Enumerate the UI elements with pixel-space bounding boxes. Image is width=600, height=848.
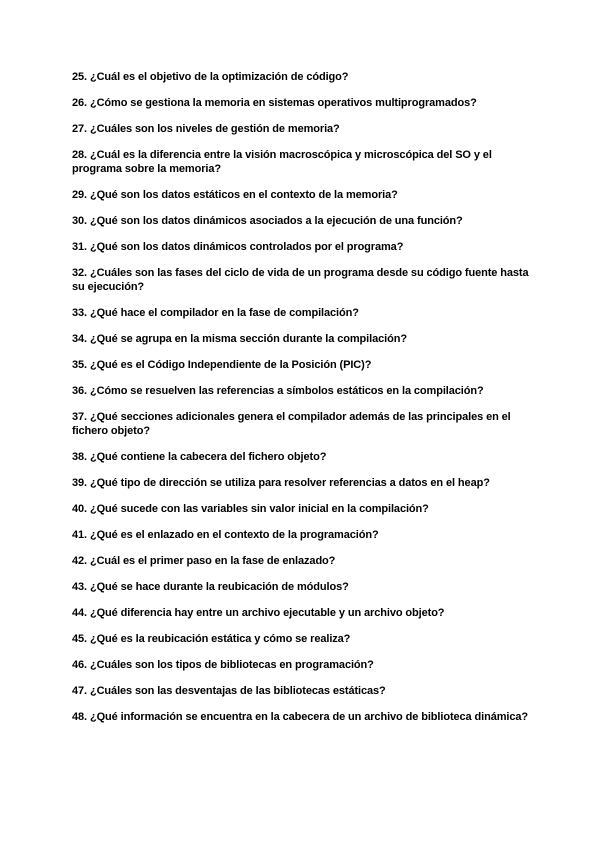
question-text: ¿Qué contiene la cabecera del fichero objeto? [89,451,327,463]
question-number: 40. [72,503,87,515]
question-32 [72,266,530,294]
question-text: ¿Cuál es el objetivo de la optimización de código? [89,71,349,83]
question-text: ¿Qué se agrupa en la misma sección durante la compilación? [89,333,407,345]
question-number: 41. [72,529,87,541]
question-text: ¿Qué es el enlazado en el contexto de la programación? [89,529,379,541]
question-number: 46. [72,659,87,671]
question-26 [72,96,530,110]
question-number: 36. [72,385,87,397]
question-number: 30. [72,215,87,227]
question-text: ¿Cuáles son los tipos de bibliotecas en programación? [89,659,374,671]
question-45 [72,632,530,646]
question-30 [72,214,530,228]
question-number: 25. [72,71,87,83]
question-number: 39. [72,477,87,489]
question-38 [72,450,530,464]
question-text: ¿Qué secciones adicionales genera el compilador además de las principales en el fichero objeto? [72,411,511,437]
question-number: 44. [72,607,87,619]
question-27 [72,122,530,136]
question-46 [72,658,530,672]
question-47 [72,684,530,698]
question-number: 27. [72,123,87,135]
question-text: ¿Qué es el Código Independiente de la Posición (PIC)? [89,359,372,371]
question-33 [72,306,530,320]
question-number: 42. [72,555,87,567]
question-text: ¿Cuáles son las desventajas de las bibliotecas estáticas? [89,685,386,697]
question-text: ¿Qué sucede con las variables sin valor inicial en la compilación? [89,503,429,515]
question-text: ¿Cuáles son las fases del ciclo de vida de un programa desde su código fuente hasta su ejecución? [72,267,529,293]
question-28 [72,148,530,176]
question-36 [72,384,530,398]
question-35 [72,358,530,372]
question-text: ¿Qué información se encuentra en la cabecera de un archivo de biblioteca dinámica? [89,711,529,723]
question-48 [72,710,530,724]
question-34 [72,332,530,346]
question-number: 29. [72,189,87,201]
question-text: ¿Qué es la reubicación estática y cómo se realiza? [89,633,351,645]
question-list [72,70,530,724]
question-25 [72,70,530,84]
question-text: ¿Cuál es la diferencia entre la visión macroscópica y microscópica del SO y el programa sobre la memoria? [72,149,492,175]
question-number: 33. [72,307,87,319]
question-31 [72,240,530,254]
question-number: 48. [72,711,87,723]
question-41 [72,528,530,542]
question-text: ¿Qué se hace durante la reubicación de módulos? [89,581,349,593]
question-40 [72,502,530,516]
question-42 [72,554,530,568]
question-number: 31. [72,241,87,253]
question-text: ¿Cuáles son los niveles de gestión de memoria? [89,123,340,135]
question-text: ¿Qué diferencia hay entre un archivo ejecutable y un archivo objeto? [89,607,445,619]
question-number: 26. [72,97,87,109]
question-text: ¿Qué son los datos estáticos en el contexto de la memoria? [89,189,398,201]
question-number: 28. [72,149,87,161]
question-number: 38. [72,451,87,463]
question-text: ¿Cómo se gestiona la memoria en sistemas operativos multiprogramados? [89,97,477,109]
question-text: ¿Qué hace el compilador en la fase de compilación? [89,307,359,319]
question-29 [72,188,530,202]
question-text: ¿Qué tipo de dirección se utiliza para resolver referencias a datos en el heap? [89,477,490,489]
question-text: ¿Qué son los datos dinámicos controlados por el programa? [89,241,404,253]
question-text: ¿Cómo se resuelven las referencias a símbolos estáticos en la compilación? [89,385,484,397]
question-number: 43. [72,581,87,593]
question-39 [72,476,530,490]
question-text: ¿Cuál es el primer paso en la fase de enlazado? [89,555,336,567]
question-text: ¿Qué son los datos dinámicos asociados a la ejecución de una función? [89,215,463,227]
question-number: 35. [72,359,87,371]
question-number: 32. [72,267,87,279]
question-43 [72,580,530,594]
question-number: 37. [72,411,87,423]
question-number: 34. [72,333,87,345]
question-number: 47. [72,685,87,697]
question-37 [72,410,530,438]
question-number: 45. [72,633,87,645]
question-44 [72,606,530,620]
